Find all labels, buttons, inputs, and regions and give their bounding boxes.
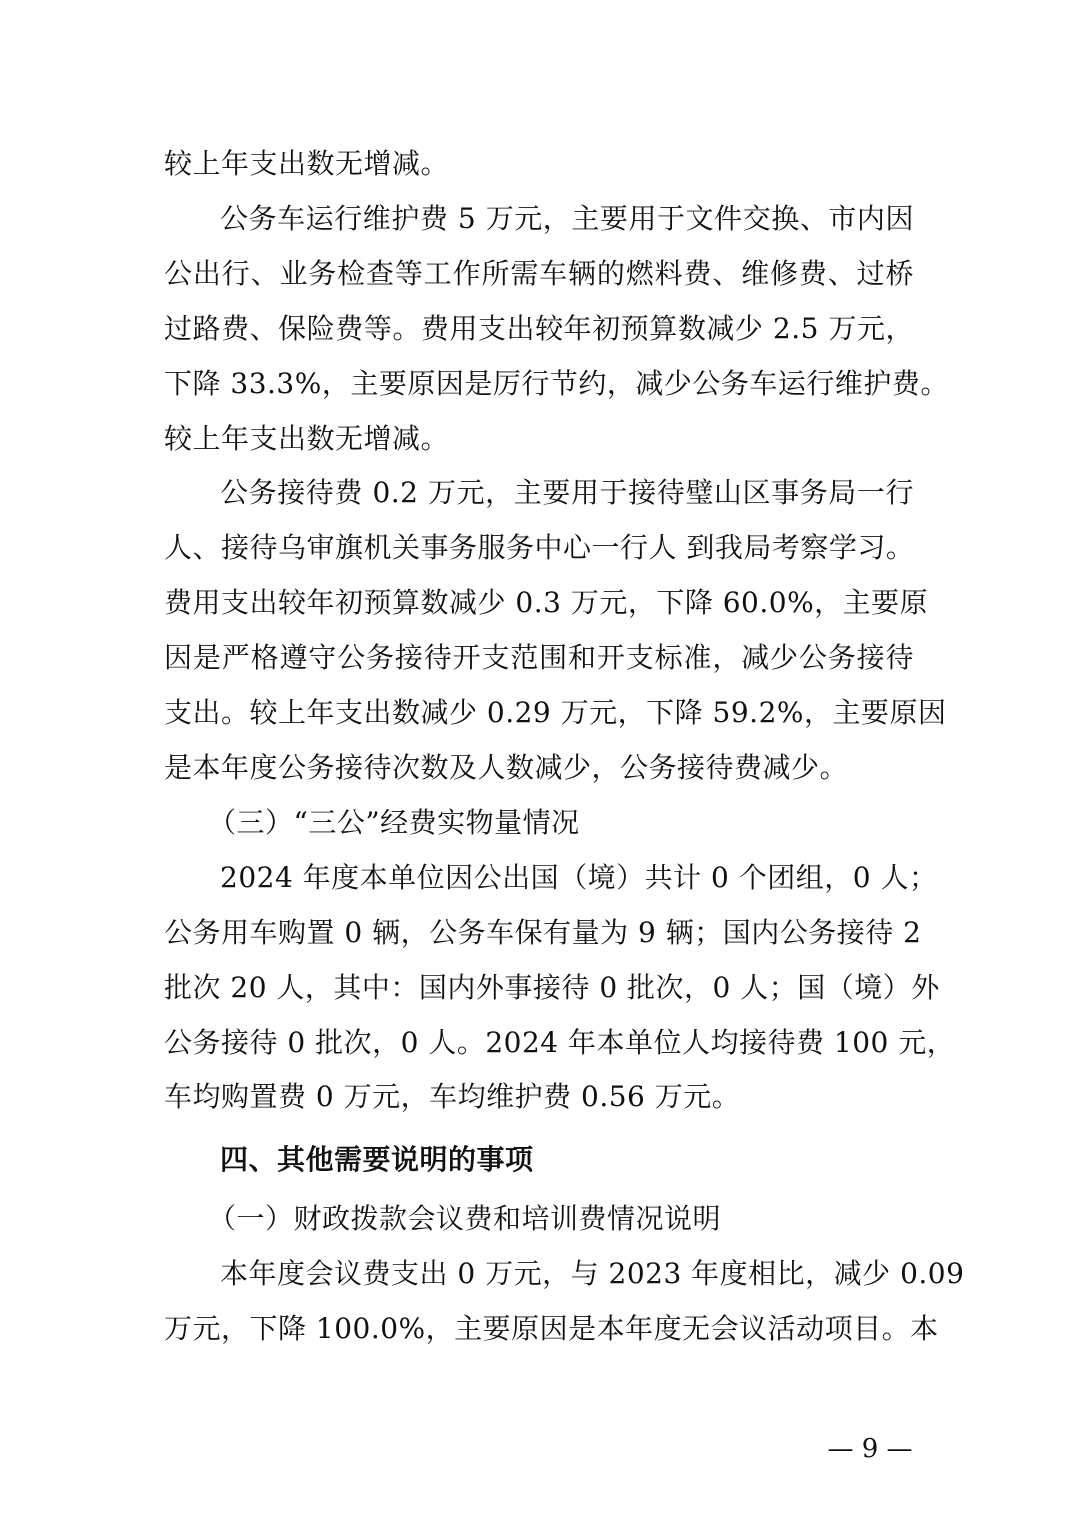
text-line: 较上年支出数无增减。 (164, 421, 450, 455)
text-line: 车均购置费 0 万元，车均维护费 0.56 万元。 (164, 1080, 741, 1114)
subsection-heading-sangong: （三）“三公”经费实物量情况 (208, 805, 580, 839)
text-line: 费用支出较年初预算数减少 0.3 万元，下降 60.0%，主要原 (164, 586, 929, 620)
text-line: 较上年支出数无增减。 (164, 147, 450, 180)
text-line: 万元，下降 100.0%，主要原因是本年度无会议活动项目。本 (164, 1312, 939, 1346)
text-line: 下降 33.3%，主要原因是厉行节约，减少公务车运行维护费。 (164, 366, 949, 400)
text-line: 公务接待费 0.2 万元，主要用于接待璧山区事务局一行 (220, 476, 914, 510)
section-heading-other-matters: 四、其他需要说明的事项 (220, 1143, 534, 1177)
text-line: 公出行、业务检查等工作所需车辆的燃料费、维修费、过桥 (164, 256, 914, 290)
text-line: 是本年度公务接待次数及人数减少，公务接待费减少。 (164, 750, 849, 784)
text-line: 过路费、保险费等。费用支出较年初预算数减少 2.5 万元， (164, 311, 914, 345)
text-line: 公务接待 0 批次，0 人。2024 年本单位人均接待费 100 元， (164, 1025, 956, 1059)
body-text (164, 137, 965, 1357)
text-line: 本年度会议费支出 0 万元，与 2023 年度相比，减少 0.09 (220, 1257, 965, 1291)
text-line: 批次 20 人，其中：国内外事接待 0 批次，0 人；国（境）外 (164, 970, 940, 1004)
page-number: — 9 — (827, 1434, 913, 1464)
subsection-heading-meeting-training: （一）财政拨款会议费和培训费情况说明 (208, 1202, 722, 1236)
text-line: 因是严格遵守公务接待开支范围和开支标准，减少公务接待 (164, 641, 914, 675)
text-line: 公务车运行维护费 5 万元，主要用于文件交换、市内因 (220, 201, 914, 235)
text-line: 支出。较上年支出数减少 0.29 万元，下降 59.2%，主要原因 (164, 696, 947, 730)
text-line: 2024 年度本单位因公出国（境）共计 0 个团组，0 人； (220, 860, 938, 894)
text-line: 人、接待乌审旗机关事务服务中心一行人 到我局考察学习。 (164, 531, 915, 565)
text-line: 公务用车购置 0 辆，公务车保有量为 9 辆；国内公务接待 2 (164, 915, 922, 949)
